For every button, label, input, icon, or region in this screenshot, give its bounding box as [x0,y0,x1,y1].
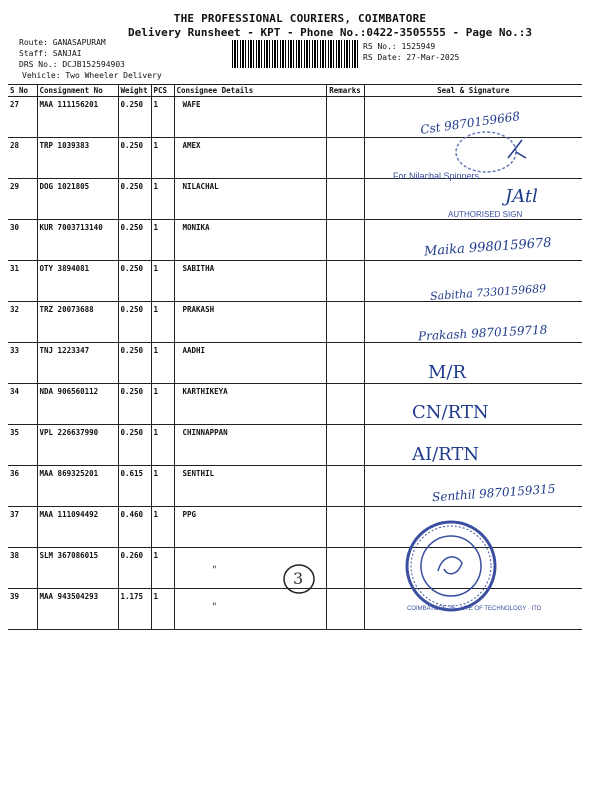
remarks-cell [326,466,364,507]
pcs-cell: 1 [151,302,174,343]
sno-cell: 32 [8,302,37,343]
rs-date: RS Date: 27-Mar-2025 [363,53,460,62]
sno-cell: 37 [8,507,37,548]
pcs-cell: 1 [151,138,174,179]
weight-cell: 0.250 [118,384,151,425]
pcs-cell: 1 [151,220,174,261]
consignee-cell: AADHI [174,343,326,384]
authorised-stamp: AUTHORISED SIGN [448,210,523,219]
runsheet-subtitle: Delivery Runsheet - KPT - Phone No.:0422-3505555 - Page No.:3 [128,26,532,39]
weight-cell: 0.250 [118,138,151,179]
pcs-cell: 1 [151,261,174,302]
signature-cell [364,343,582,384]
signature-prakash: Prakash 9870159718 [417,322,548,344]
remarks-cell [326,425,364,466]
remark-cn-rtn: CN/RTN [412,402,489,423]
pcs-cell: 1 [151,589,174,630]
staff-label: Staff: SANJAI [19,49,82,58]
consignment-cell: MAA 869325201 [37,466,118,507]
consignment-cell: DOG 1021805 [37,179,118,220]
signature-senthil: Senthil 9870159315 [431,481,556,505]
pcs-cell: 1 [151,384,174,425]
pcs-cell: 1 [151,548,174,589]
college-round-stamp [404,519,498,613]
remarks-cell [326,384,364,425]
sno-cell: 36 [8,466,37,507]
consignment-cell: KUR 7003713140 [37,220,118,261]
sno-cell: 29 [8,179,37,220]
vehicle-label: Vehicle: Two Wheeler Delivery [22,71,162,80]
sno-cell: 34 [8,384,37,425]
consignment-cell: OTY 3894081 [37,261,118,302]
col-weight: Weight [118,85,151,97]
ditto-mark-38: " [212,565,217,576]
sno-cell: 33 [8,343,37,384]
consignee-cell: KARTHIKEYA [174,384,326,425]
route-label: Route: GANASAPURAM [19,38,106,47]
remark-ai-rtn: AI/RTN [412,444,480,465]
drs-number: DRS No.: DCJB152594903 [19,60,125,69]
weight-cell: 1.175 [118,589,151,630]
company-title: THE PROFESSIONAL COURIERS, COIMBATORE [173,12,427,25]
table-row [8,384,582,425]
weight-cell: 0.250 [118,220,151,261]
pcs-cell: 1 [151,425,174,466]
remarks-cell [326,261,364,302]
sno-cell: 30 [8,220,37,261]
remark-mr: M/R [428,362,467,383]
consignee-cell: WAFE [174,97,326,138]
sno-cell: 28 [8,138,37,179]
weight-cell: 0.260 [118,548,151,589]
weight-cell: 0.615 [118,466,151,507]
college-stamp-text: COIMBATORE-35 · UTE OF TECHNOLOGY · ITO [407,606,542,612]
sno-cell: 31 [8,261,37,302]
col-consignment: Consignment No [37,85,118,97]
circled-count: 3 [293,569,304,588]
signature-wafe: Cst 9870159668 [419,109,521,137]
barcode-image [232,40,360,68]
consignee-cell: PPG [174,507,326,548]
signature-sabitha: Sabitha 7330159689 [429,281,547,304]
signature-nilachal: JAtl [505,186,538,207]
remarks-cell [326,343,364,384]
weight-cell: 0.250 [118,261,151,302]
weight-cell: 0.460 [118,507,151,548]
consignee-cell: SENTHIL [174,466,326,507]
table-row [8,425,582,466]
remarks-cell [326,179,364,220]
remarks-cell [326,548,364,589]
pcs-cell: 1 [151,343,174,384]
rs-number: RS No.: 1525949 [363,42,436,51]
consignment-cell: NDA 906560112 [37,384,118,425]
col-seal-signature: Seal & Signature [364,85,582,97]
consignment-cell: MAA 111094492 [37,507,118,548]
sno-cell: 38 [8,548,37,589]
consignment-cell: VPL 226637990 [37,425,118,466]
table-header-row [8,85,582,97]
remarks-cell [326,507,364,548]
consignee-cell: NILACHAL [174,179,326,220]
pcs-cell: 1 [151,97,174,138]
consignee-cell: AMEX [174,138,326,179]
weight-cell: 0.250 [118,343,151,384]
consignee-cell: CHINNAPPAN [174,425,326,466]
remarks-cell [326,138,364,179]
sno-cell: 39 [8,589,37,630]
consignment-cell: SLM 367086015 [37,548,118,589]
consignment-cell: TNJ 1223347 [37,343,118,384]
consignee-cell: SABITHA [174,261,326,302]
remarks-cell [326,97,364,138]
nilachal-stamp: For Nilachal Spinners [393,171,480,181]
table-row [8,343,582,384]
col-remarks: Remarks [326,85,364,97]
weight-cell: 0.250 [118,179,151,220]
remarks-cell [326,589,364,630]
remarks-cell [326,302,364,343]
consignee-cell: MONIKA [174,220,326,261]
consignment-cell: TRP 1039383 [37,138,118,179]
signature-monika: Maika 9980159678 [423,235,553,260]
col-pcs: PCS [151,85,174,97]
ditto-mark-39: " [212,602,217,613]
pcs-cell: 1 [151,507,174,548]
consignment-cell: MAA 111156201 [37,97,118,138]
pcs-cell: 1 [151,179,174,220]
sno-cell: 27 [8,97,37,138]
weight-cell: 0.250 [118,425,151,466]
weight-cell: 0.250 [118,97,151,138]
col-consignee: Consignee Details [174,85,326,97]
weight-cell: 0.250 [118,302,151,343]
consignment-cell: MAA 943504293 [37,589,118,630]
remarks-cell [326,220,364,261]
consignment-cell: TRZ 20073688 [37,302,118,343]
pcs-cell: 1 [151,466,174,507]
sno-cell: 35 [8,425,37,466]
col-sno: S No [8,85,37,97]
consignee-cell: PRAKASH [174,302,326,343]
